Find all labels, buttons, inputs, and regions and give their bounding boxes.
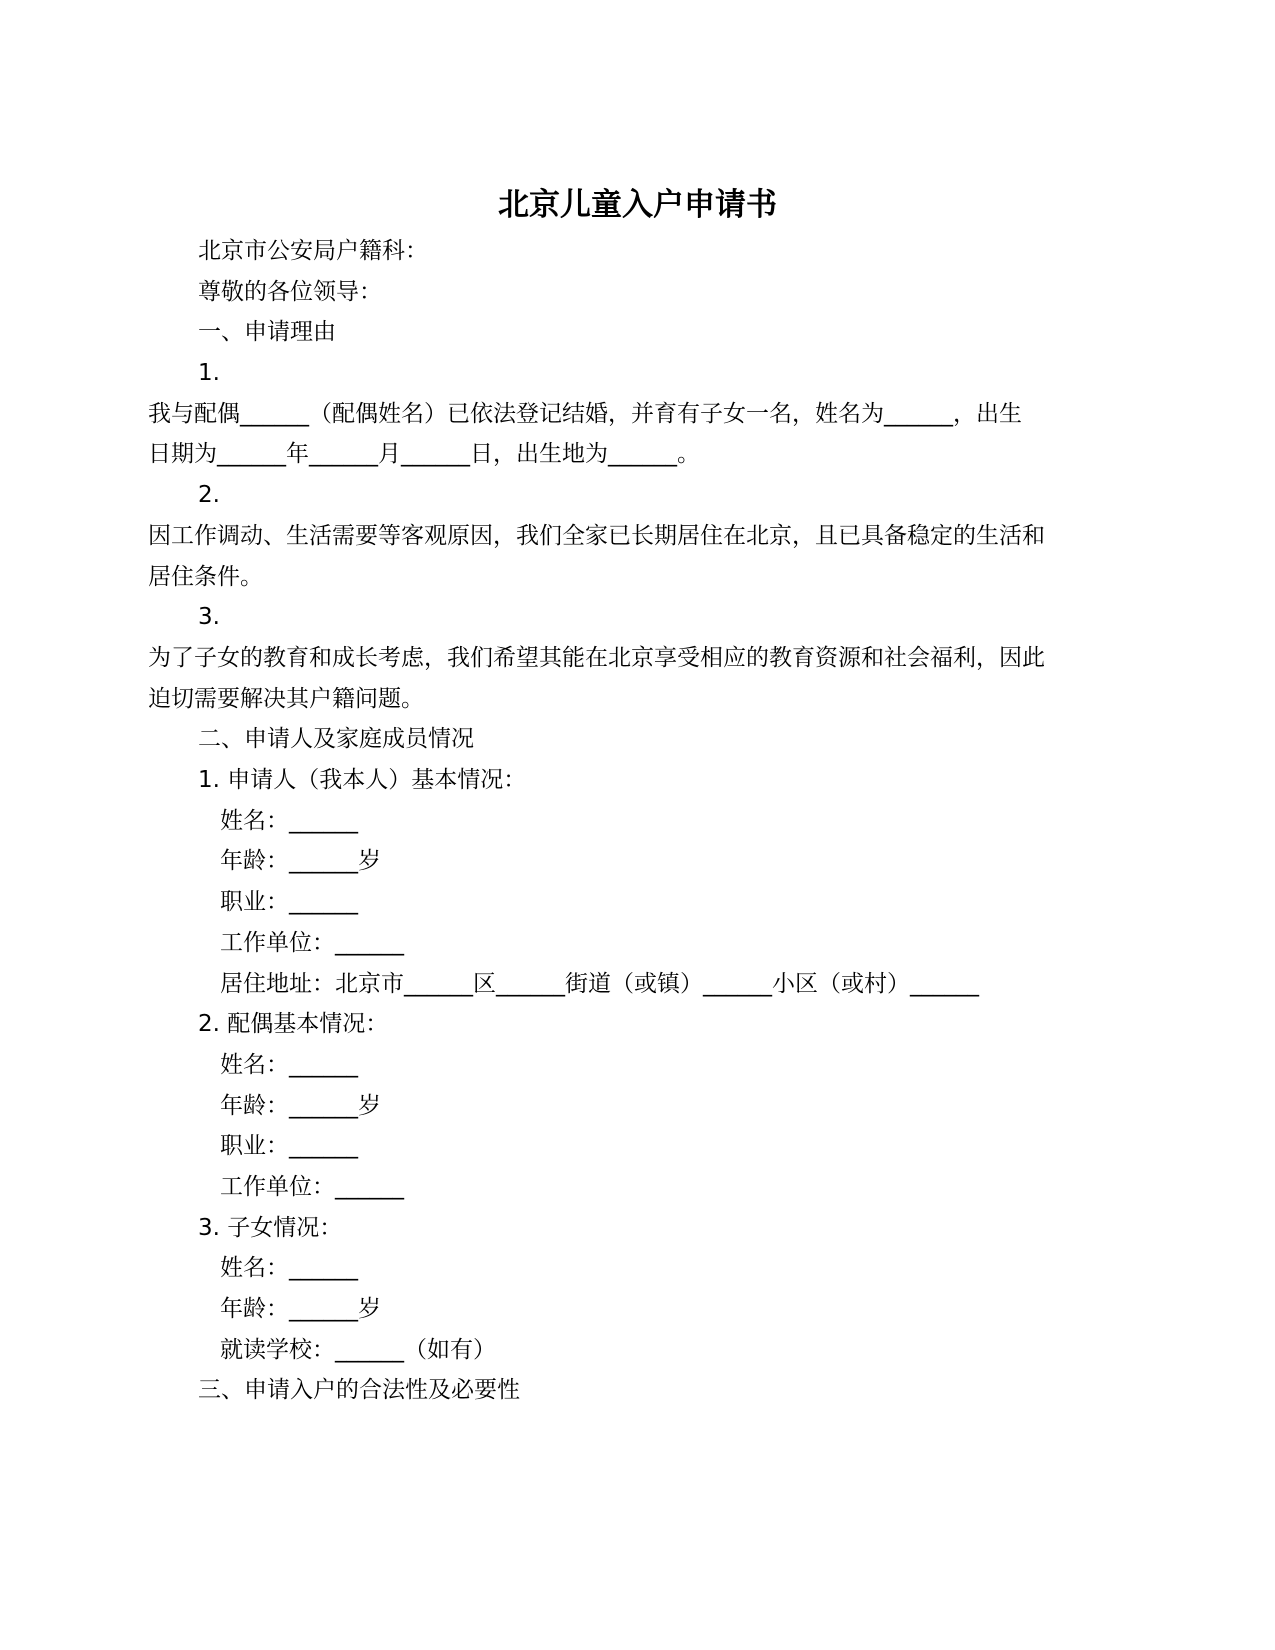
paragraph-line: 为了子女的教育和成长考虑，我们希望其能在北京享受相应的教育资源和社会福利，因此 <box>148 645 1045 671</box>
form-field: 职业：______ <box>220 889 358 915</box>
paragraph-line: 日期为______年______月______日，出生地为______。 <box>148 441 700 467</box>
form-field: 居住地址：北京市______区______街道（或镇）______小区（或村）______ <box>220 971 979 997</box>
form-field: 姓名：______ <box>220 808 358 834</box>
paragraph-line: 迫切需要解决其户籍问题。 <box>148 686 424 712</box>
form-field: 姓名：______ <box>220 1052 358 1078</box>
section-1-heading: 一、申请理由 <box>198 319 336 345</box>
form-field: 就读学校：______（如有） <box>220 1337 496 1363</box>
applicant-heading: 1. 申请人（我本人）基本情况： <box>198 767 527 793</box>
spouse-heading: 2. 配偶基本情况： <box>198 1011 389 1037</box>
form-field: 年龄：______岁 <box>220 1296 381 1322</box>
paragraph-line: 我与配偶______（配偶姓名）已依法登记结婚，并育有子女一名，姓名为______，出生 <box>148 401 1022 427</box>
section-2-heading: 二、申请人及家庭成员情况 <box>198 726 474 752</box>
form-field: 姓名：______ <box>220 1255 358 1281</box>
item-number: 3. <box>198 604 220 630</box>
form-field: 年龄：______岁 <box>220 848 381 874</box>
paragraph-line: 因工作调动、生活需要等客观原因，我们全家已长期居住在北京，且已具备稳定的生活和 <box>148 523 1045 549</box>
greeting: 尊敬的各位领导： <box>198 279 382 305</box>
paragraph-line: 居住条件。 <box>148 564 263 590</box>
form-field: 工作单位：______ <box>220 930 404 956</box>
item-number: 2. <box>198 482 220 508</box>
child-heading: 3. 子女情况： <box>198 1215 343 1241</box>
form-field: 年龄：______岁 <box>220 1093 381 1119</box>
section-3-heading: 三、申请入户的合法性及必要性 <box>198 1377 520 1403</box>
item-number: 1. <box>198 360 220 386</box>
document-title: 北京儿童入户申请书 <box>498 187 777 223</box>
addressee: 北京市公安局户籍科： <box>198 238 428 264</box>
form-field: 职业：______ <box>220 1133 358 1159</box>
form-field: 工作单位：______ <box>220 1174 404 1200</box>
